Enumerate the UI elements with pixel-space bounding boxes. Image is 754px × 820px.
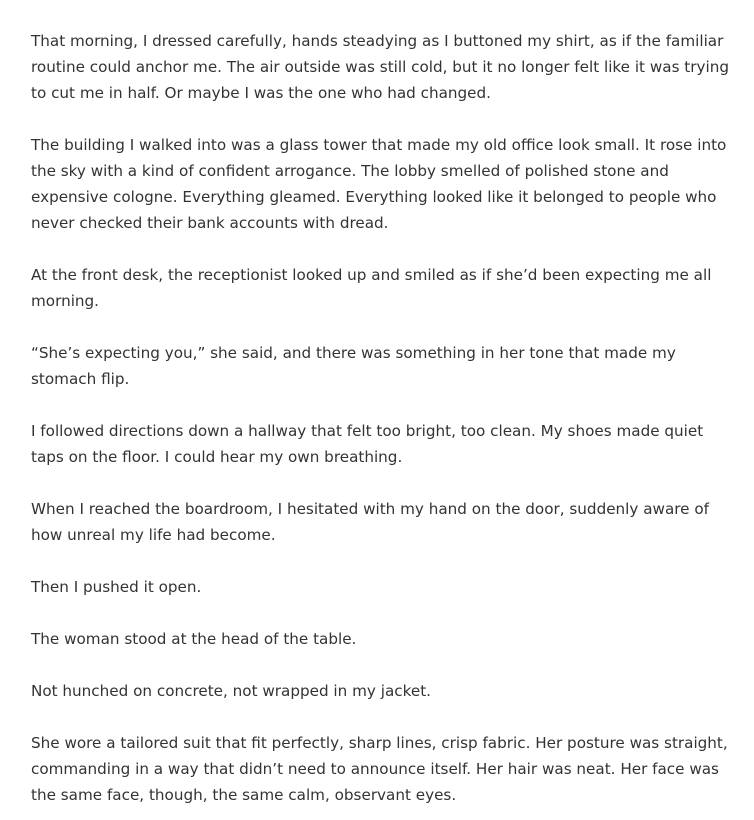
paragraph: Then I pushed it open. <box>31 578 202 596</box>
paragraph: “She’s expecting you,” she said, and there was something in her tone that made my stomach flip. <box>31 344 676 388</box>
paragraph: I followed directions down a hallway that felt too bright, too clean. My shoes made quiet taps on the floor. I could hear my own breathing. <box>31 422 704 466</box>
paragraph: The building I walked into was a glass tower that made my old office look small. It rose into the sky with a kind of confident arrogance. The lobby smelled of polished stone and expensive cologne. Everything gleamed. Everything looked like it belonged to people who never checked their bank accounts with dread. <box>31 136 727 232</box>
paragraph: At the front desk, the receptionist looked up and smiled as if she’d been expecting me all morning. <box>31 266 712 310</box>
paragraph: That morning, I dressed carefully, hands steadying as I buttoned my shirt, as if the familiar routine could anchor me. The air outside was still cold, but it no longer felt like it was trying to cut me in half. Or maybe I was the one who had changed. <box>31 32 729 102</box>
paragraph: She wore a tailored suit that fit perfectly, sharp lines, crisp fabric. Her posture was straight, commanding in a way that didn’t need to announce itself. Her hair was neat. Her face was the same face, though, the same calm, observant eyes. <box>31 734 728 804</box>
paragraph: The woman stood at the head of the table. <box>31 630 357 648</box>
paragraph: Not hunched on concrete, not wrapped in my jacket. <box>31 682 431 700</box>
paragraph: When I reached the boardroom, I hesitated with my hand on the door, suddenly aware of how unreal my life had become. <box>31 500 709 544</box>
